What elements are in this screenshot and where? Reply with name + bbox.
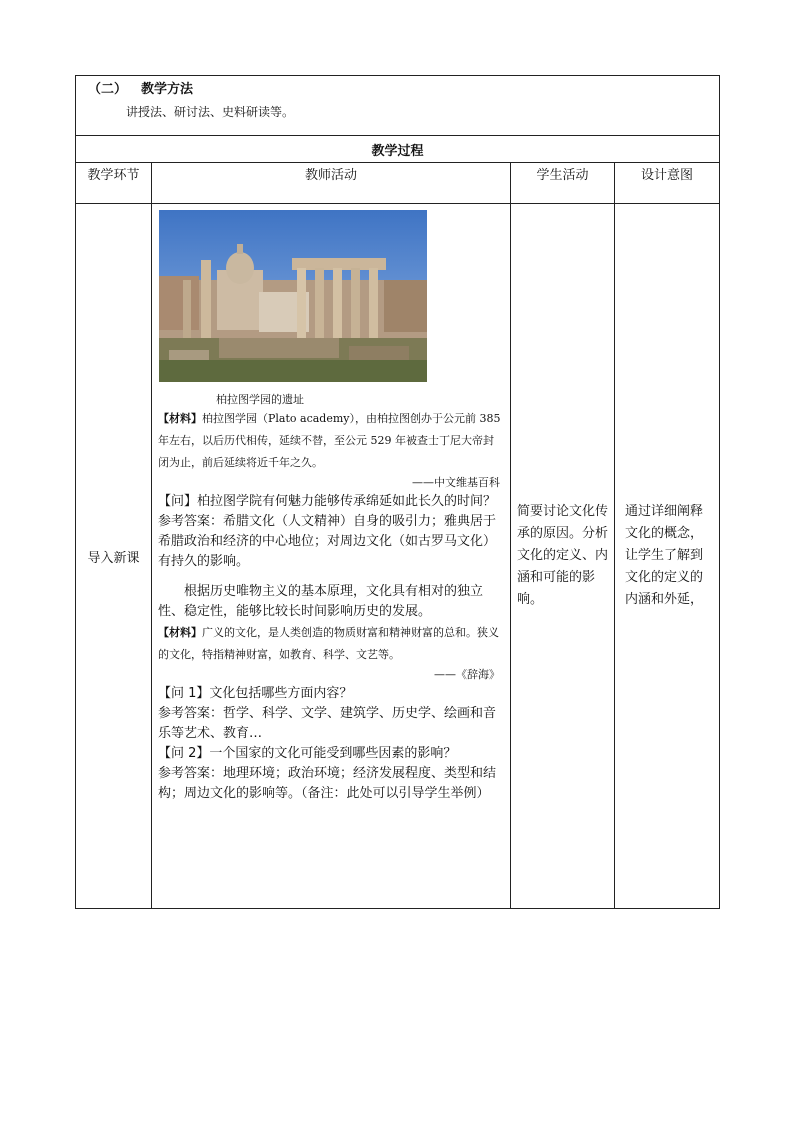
section-title: 教学方法 — [141, 82, 194, 97]
question-1-text: 文化包括哪些方面内容？ — [209, 686, 353, 701]
stage-cell: 导入新课 — [76, 204, 152, 909]
section-body: 讲授法、研讨法、史料研读等。 — [126, 105, 295, 119]
teacher-activity-cell — [152, 204, 511, 909]
material-2-tag: 【材料】 — [158, 626, 202, 639]
answer-2: 参考答案：地理环境；政治环境；经济发展程度、类型和结构；周边文化的影响等。（备注：此处可以引导学生举例） — [158, 766, 497, 801]
answer-0: 参考答案：希腊文化（人文精神）自身的吸引力；雅典居于希腊政治和经济的中心地位；对周边文化（如古罗马文化）有持久的影响。 — [158, 514, 497, 569]
material-1-source: ——中文维基百科 — [412, 476, 500, 489]
student-activity-cell — [511, 204, 615, 909]
material-2 — [158, 622, 504, 666]
design-intent-text: 通过详细阐释文化的概念，让学生了解到文化的定义的内涵和外延， — [625, 504, 704, 607]
lesson-table — [75, 75, 720, 909]
col-header-intent: 设计意图 — [615, 163, 720, 204]
question-0-tag: 【问】 — [158, 494, 198, 509]
lesson-plan-page — [75, 75, 719, 909]
question-0-text: 柏拉图学院有何魅力能够传承绵延如此长久的时间？ — [197, 494, 497, 509]
process-title: 教学过程 — [76, 136, 720, 163]
material-1-text: 柏拉图学园（Plato academy），由柏拉图创办于公元前 385 年左右，以后历代相传，延续不替，至公元 529 年被查士丁尼大帝封闭为止，前后延续将近千年之久。 — [158, 412, 501, 469]
material-2-text: 广义的文化，是人类创造的物质财富和精神财富的总和。狭义的文化，特指精神财富，如教育、科学、文艺等。 — [158, 626, 499, 661]
col-header-stage: 教学环节 — [76, 163, 152, 204]
teaching-method-section — [76, 76, 720, 136]
image-caption: 柏拉图学园的遗址 — [216, 393, 304, 406]
material-1 — [158, 408, 504, 474]
question-1-tag: 【问 1】 — [158, 686, 210, 701]
question-0 — [158, 492, 504, 512]
material-2-source: ——《辞海》 — [434, 668, 500, 681]
question-2-tag: 【问 2】 — [158, 746, 210, 761]
design-intent-cell — [615, 204, 720, 909]
question-1 — [158, 684, 504, 704]
student-activity-text: 简要讨论文化传承的原因。分析文化的定义、内涵和可能的影响。 — [517, 504, 609, 607]
col-header-student: 学生活动 — [511, 163, 615, 204]
col-header-teacher: 教师活动 — [152, 163, 511, 204]
answer-1: 参考答案：哲学、科学、文学、建筑学、历史学、绘画和音乐等艺术、教育… — [158, 706, 497, 741]
ruins-photo — [159, 210, 427, 382]
question-2 — [158, 744, 504, 764]
material-1-tag: 【材料】 — [158, 412, 202, 425]
question-2-text: 一个国家的文化可能受到哪些因素的影响？ — [209, 746, 457, 761]
principle-text: 根据历史唯物主义的基本原理，文化具有相对的独立性、稳定性，能够比较长时间影响历史的发展。 — [158, 584, 484, 619]
section-number: （二） — [88, 82, 128, 97]
